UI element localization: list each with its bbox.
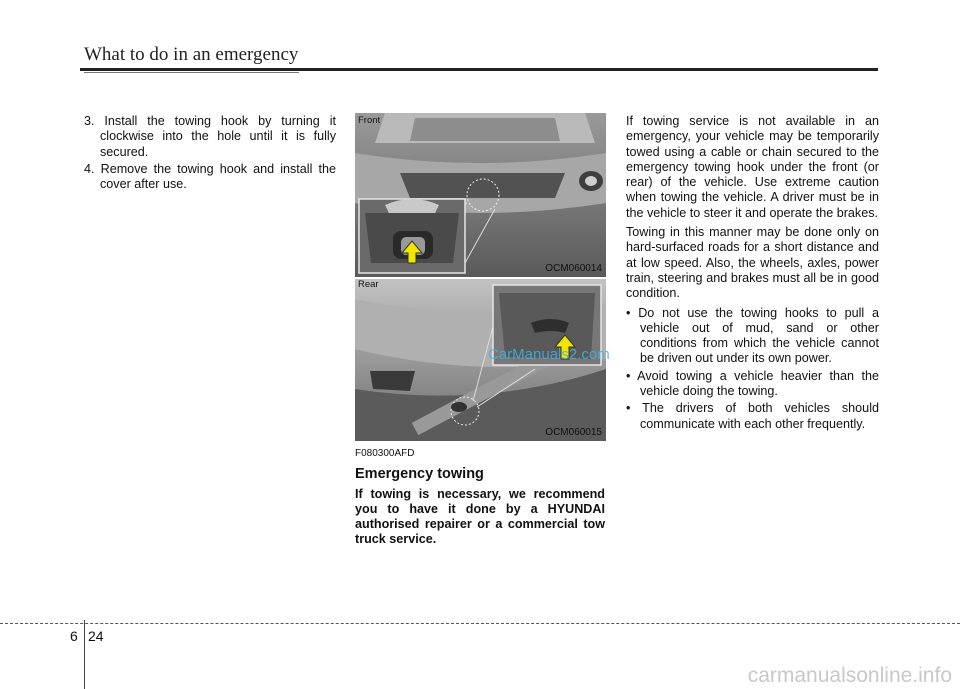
column-right (626, 114, 879, 434)
column-left (84, 114, 336, 194)
section-number: 6 (70, 628, 78, 644)
header-rule (80, 68, 878, 71)
footer-watermark: carmanualsonline.info (747, 664, 952, 687)
figure-front-code: OCM060014 (545, 263, 602, 274)
front-bumper-illustration (355, 113, 606, 277)
footer-rule (0, 623, 960, 624)
header-rule-thin (84, 72, 299, 73)
bullet-3: • The drivers of both vehicles should communicate with each other frequently. (626, 401, 879, 431)
figure-rear-code: OCM060015 (545, 427, 602, 438)
step-4: 4. Remove the towing hook and install the cover after use. (84, 161, 336, 192)
column-middle (355, 446, 605, 548)
figure-front-bumper (355, 113, 606, 277)
footer-vertical-rule (84, 620, 85, 689)
section-code: F080300AFD (355, 448, 415, 459)
recommendation-text: If towing is necessary, we recommend you to have it done by a HYUNDAI authorised repairer or a commercial tow truck service. (355, 486, 605, 547)
page-number: 24 (88, 628, 104, 644)
bullet-2: • Avoid towing a vehicle heavier than the vehicle doing the towing. (626, 368, 879, 399)
section-heading: Emergency towing (355, 466, 484, 483)
watermark: CarManuals2.com (488, 346, 610, 363)
figure-front-label: Front (358, 115, 381, 126)
bullet-1: • Do not use the towing hooks to pull a vehicle out of mud, sand or other conditions from which the vehicle cannot be driven out under its own power. (626, 305, 879, 366)
step-3: 3. Install the towing hook by turning it clockwise into the hole until it is fully secured. (84, 114, 336, 159)
page-header-title: What to do in an emergency (84, 44, 299, 65)
figure-rear-label: Rear (358, 279, 379, 290)
paragraph-1: If towing service is not available in an emergency, your vehicle may be temporarily towed using a cable or chain secured to the emergency towing hook under the front (or rear) of the vehicle. Use extreme caution when towing the vehicle. A driver must be in the vehicle to steer it and operate the brakes. (626, 114, 879, 220)
paragraph-2: Towing in this manner may be done only on hard-surfaced roads for a short distance and at low speed. Also, the wheels, axles, power train, steering and brakes must all be in good condition. (626, 225, 879, 301)
